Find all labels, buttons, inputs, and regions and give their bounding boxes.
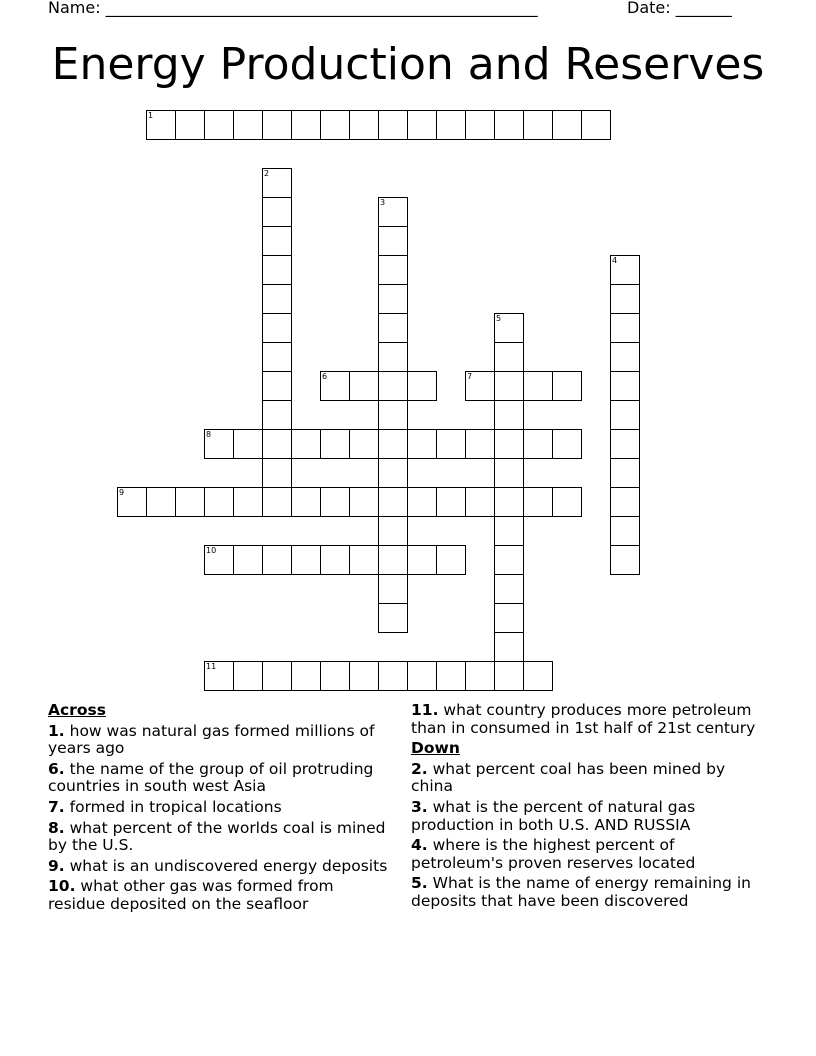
crossword-cell[interactable] xyxy=(378,342,408,372)
crossword-cell[interactable] xyxy=(378,458,408,488)
crossword-cell[interactable] xyxy=(494,400,524,430)
crossword-cell[interactable] xyxy=(494,429,524,459)
clue-across-9: 9. what is an undiscovered energy deposits xyxy=(48,856,388,875)
clue-text: the name of the group of oil protruding countries in south west Asia xyxy=(48,759,374,796)
crossword-cell[interactable] xyxy=(436,110,466,140)
clue-across-1: 1. how was natural gas formed millions of years ago xyxy=(48,721,375,758)
crossword-cell[interactable] xyxy=(262,226,292,256)
clue-number: 1 xyxy=(48,721,59,740)
crossword-cell[interactable] xyxy=(262,197,292,227)
crossword-cell[interactable] xyxy=(291,545,321,575)
clue-number-label: 10 xyxy=(206,546,217,555)
crossword-cell[interactable] xyxy=(610,284,640,314)
clue-text: what is the percent of natural gas production in both U.S. AND RUSSIA xyxy=(411,797,696,834)
clue-number: 3 xyxy=(411,797,422,816)
crossword-cell[interactable] xyxy=(349,429,379,459)
clue-down-4: 4. where is the highest percent of petroleum's proven reserves located xyxy=(411,836,696,872)
clue-number: 8 xyxy=(48,818,59,837)
crossword-cell[interactable] xyxy=(610,487,640,517)
crossword-cell[interactable] xyxy=(436,661,466,691)
page-title: Energy Production and Reserves xyxy=(51,39,765,90)
clue-number-label: 5 xyxy=(496,314,502,323)
clue-down-5: 5. What is the name of energy remaining in deposits that have been discovered xyxy=(411,874,751,910)
crossword-cell[interactable] xyxy=(465,371,495,401)
crossword-cell[interactable] xyxy=(378,313,408,343)
crossword-cell[interactable] xyxy=(378,545,408,575)
crossword-cell[interactable] xyxy=(262,342,292,372)
crossword-cell[interactable] xyxy=(378,284,408,314)
crossword-cell[interactable] xyxy=(378,400,408,430)
crossword-cell[interactable] xyxy=(610,458,640,488)
crossword-cell[interactable] xyxy=(465,110,495,140)
crossword-cell[interactable] xyxy=(610,342,640,372)
crossword-cell[interactable] xyxy=(610,255,640,285)
crossword-cell[interactable] xyxy=(378,197,408,227)
crossword-cell[interactable] xyxy=(610,371,640,401)
crossword-cell[interactable] xyxy=(262,429,292,459)
crossword-cell[interactable] xyxy=(291,487,321,517)
crossword-cell[interactable] xyxy=(378,516,408,546)
crossword-cell[interactable] xyxy=(378,226,408,256)
crossword-cell[interactable] xyxy=(262,255,292,285)
clues-right-column xyxy=(411,702,766,914)
crossword-cell[interactable] xyxy=(320,487,350,517)
crossword-cell[interactable] xyxy=(407,661,437,691)
clue-number-label: 1 xyxy=(148,111,154,120)
crossword-cell[interactable] xyxy=(494,545,524,575)
clue-number-label: 6 xyxy=(322,372,328,381)
crossword-cell[interactable] xyxy=(407,110,437,140)
crossword-cell[interactable] xyxy=(494,661,524,691)
clue-number-label: 11 xyxy=(206,662,217,671)
clue-text: what is an undiscovered energy deposits xyxy=(69,856,388,875)
crossword-cell[interactable] xyxy=(523,429,553,459)
crossword-cell[interactable] xyxy=(262,545,292,575)
crossword-cell[interactable] xyxy=(523,661,553,691)
crossword-cell[interactable] xyxy=(552,487,582,517)
clue-number: 4 xyxy=(411,836,422,855)
crossword-cell[interactable] xyxy=(378,371,408,401)
crossword-cell[interactable] xyxy=(552,110,582,140)
crossword-cell[interactable] xyxy=(378,110,408,140)
clue-number-label: 9 xyxy=(119,488,125,497)
crossword-cell[interactable] xyxy=(523,371,553,401)
crossword-cell[interactable] xyxy=(610,429,640,459)
crossword-cell[interactable] xyxy=(378,255,408,285)
crossword-cell[interactable] xyxy=(378,661,408,691)
crossword-cell[interactable] xyxy=(349,110,379,140)
clue-number-label: 8 xyxy=(206,430,212,439)
crossword-cell[interactable] xyxy=(233,110,263,140)
crossword-cell[interactable] xyxy=(291,661,321,691)
crossword-cell[interactable] xyxy=(262,400,292,430)
crossword-cell[interactable] xyxy=(262,661,292,691)
crossword-cell[interactable] xyxy=(146,487,176,517)
clue-text: what percent of the worlds coal is mined by the U.S. xyxy=(48,818,386,855)
clue-text: how was natural gas formed millions of years ago xyxy=(48,721,375,758)
clue-across-8: 8. what percent of the worlds coal is mined by the U.S. xyxy=(48,818,386,855)
name-field-label: Name: ______________________________________________________ xyxy=(48,0,538,17)
across-heading: Across xyxy=(48,701,106,719)
crossword-cell[interactable] xyxy=(204,661,234,691)
crossword-cell[interactable] xyxy=(262,168,292,198)
crossword-cell[interactable] xyxy=(320,110,350,140)
crossword-cell[interactable] xyxy=(465,661,495,691)
crossword-cell[interactable] xyxy=(233,661,263,691)
clue-number-label: 4 xyxy=(612,256,618,265)
crossword-cell[interactable] xyxy=(436,487,466,517)
clue-across-11: 11. what country produces more petroleum than in consumed in 1st half of 21st century xyxy=(411,701,756,737)
crossword-cell[interactable] xyxy=(291,429,321,459)
crossword-cell[interactable] xyxy=(204,429,234,459)
crossword-cell[interactable] xyxy=(494,371,524,401)
clue-number-label: 3 xyxy=(380,198,386,207)
clue-down-3: 3. what is the percent of natural gas production in both U.S. AND RUSSIA xyxy=(411,797,696,834)
crossword-cell[interactable] xyxy=(262,284,292,314)
crossword-cell[interactable] xyxy=(320,371,350,401)
clue-number: 5 xyxy=(411,874,422,893)
crossword-cell[interactable] xyxy=(262,487,292,517)
crossword-cell[interactable] xyxy=(436,545,466,575)
crossword-cell[interactable] xyxy=(407,545,437,575)
crossword-cell[interactable] xyxy=(378,603,408,633)
crossword-cell[interactable] xyxy=(523,110,553,140)
crossword-cell[interactable] xyxy=(494,458,524,488)
crossword-cell[interactable] xyxy=(436,429,466,459)
crossword-cell[interactable] xyxy=(262,458,292,488)
crossword-cell[interactable] xyxy=(349,371,379,401)
crossword-cell[interactable] xyxy=(494,516,524,546)
crossword-cell[interactable] xyxy=(465,487,495,517)
crossword-cell[interactable] xyxy=(175,487,205,517)
crossword-cell[interactable] xyxy=(378,574,408,604)
crossword-cell[interactable] xyxy=(320,661,350,691)
crossword-cell[interactable] xyxy=(494,603,524,633)
clue-across-10: 10. what other gas was formed from residue deposited on the seafloor xyxy=(48,877,334,913)
clue-text: formed in tropical locations xyxy=(69,797,282,816)
clue-number: 9 xyxy=(48,856,59,875)
crossword-cell[interactable] xyxy=(349,661,379,691)
clue-text: what other gas was formed from residue deposited on the seafloor xyxy=(48,877,334,913)
crossword-cell[interactable] xyxy=(233,545,263,575)
down-heading: Down xyxy=(411,739,460,758)
crossword-cell[interactable] xyxy=(378,429,408,459)
clue-text: what percent coal has been mined by china xyxy=(411,759,726,796)
crossword-cell[interactable] xyxy=(262,371,292,401)
crossword-cell[interactable] xyxy=(610,400,640,430)
crossword-cell[interactable] xyxy=(407,487,437,517)
date-field-label: Date: _______ xyxy=(627,0,732,17)
crossword-cell[interactable] xyxy=(494,487,524,517)
crossword-cell[interactable] xyxy=(204,110,234,140)
clue-number: 2 xyxy=(411,759,422,778)
clue-number: 11 xyxy=(411,701,433,719)
clue-number: 6 xyxy=(48,759,59,778)
crossword-cell[interactable] xyxy=(494,632,524,662)
crossword-cell[interactable] xyxy=(552,429,582,459)
crossword-cell[interactable] xyxy=(494,110,524,140)
crossword-cell[interactable] xyxy=(494,574,524,604)
crossword-cell[interactable] xyxy=(610,545,640,575)
clue-number-label: 2 xyxy=(264,169,270,178)
crossword-cell[interactable] xyxy=(581,110,611,140)
crossword-cell[interactable] xyxy=(291,110,321,140)
crossword-cell[interactable] xyxy=(610,516,640,546)
crossword-cell[interactable] xyxy=(233,487,263,517)
crossword-cell[interactable] xyxy=(320,429,350,459)
crossword-cell[interactable] xyxy=(262,313,292,343)
crossword-cell[interactable] xyxy=(407,371,437,401)
crossword-cell[interactable] xyxy=(349,545,379,575)
crossword-cell[interactable] xyxy=(494,342,524,372)
crossword-cell[interactable] xyxy=(175,110,205,140)
crossword-cell[interactable] xyxy=(233,429,263,459)
clue-text: where is the highest percent of petroleum's proven reserves located xyxy=(411,836,696,872)
clue-number: 7 xyxy=(48,797,59,816)
crossword-cell[interactable] xyxy=(552,371,582,401)
crossword-cell[interactable] xyxy=(349,487,379,517)
clue-text: What is the name of energy remaining in deposits that have been discovered xyxy=(411,874,751,910)
crossword-cell[interactable] xyxy=(494,313,524,343)
clue-across-7: 7. formed in tropical locations xyxy=(48,797,282,816)
clues-left-column xyxy=(48,702,388,917)
crossword-cell[interactable] xyxy=(262,110,292,140)
crossword-cell[interactable] xyxy=(610,313,640,343)
crossword-cell[interactable] xyxy=(204,487,234,517)
crossword-cell[interactable] xyxy=(146,110,176,140)
crossword-cell[interactable] xyxy=(523,487,553,517)
clue-number-label: 7 xyxy=(467,372,473,381)
crossword-cell[interactable] xyxy=(407,429,437,459)
crossword-cell[interactable] xyxy=(320,545,350,575)
crossword-cell[interactable] xyxy=(378,487,408,517)
clue-number: 10 xyxy=(48,877,70,896)
crossword-cell[interactable] xyxy=(204,545,234,575)
clue-text: what country produces more petroleum than in consumed in 1st half of 21st century xyxy=(411,701,756,737)
clue-down-2: 2. what percent coal has been mined by china xyxy=(411,759,726,796)
crossword-cell[interactable] xyxy=(117,487,147,517)
clue-across-6: 6. the name of the group of oil protruding countries in south west Asia xyxy=(48,759,374,796)
crossword-cell[interactable] xyxy=(465,429,495,459)
